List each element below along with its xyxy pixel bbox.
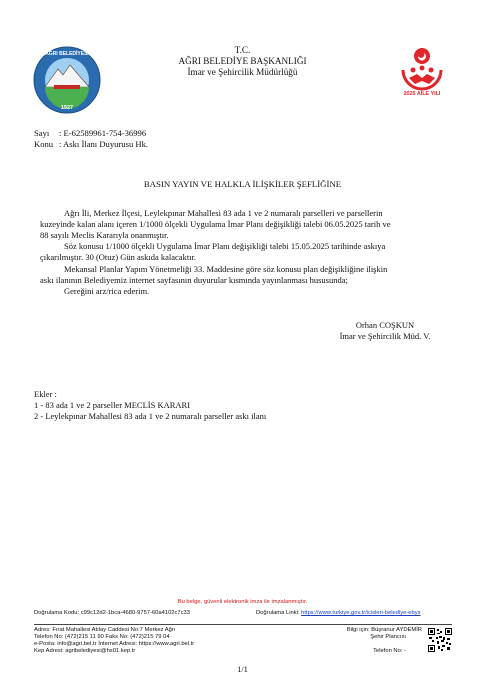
attachment-item: 2 - Leylekpınar Mahallesi 83 ada 1 ve 2 numaralı parseller askı ilanı	[34, 411, 267, 421]
body-p1-line1: Ağrı İli, Merkez İlçesi, Leylekpınar Mahallesi 83 ada 1 ve 2 numaralı parselleri ve parsellerin	[64, 208, 383, 218]
header-department: İmar ve Şehircilik Müdürlüğü	[187, 67, 298, 77]
attachments-label: Ekler :	[34, 389, 57, 399]
konu-row	[34, 139, 148, 150]
footer-email: e-Posta: info@agri.bel.tr İnternet Adresi: https://www.agri.bel.tr	[34, 641, 195, 647]
verification-code: Doğrulama Kodu: c99c12d2-1bca-4680-9757-60a4102c7c33	[34, 610, 190, 616]
body-p1-line2: kuzeyinde kalan alanı içeren 1/1000 ölçekli Uygulama İmar Planı değişikliği talebi 06.05.2025 tarih ve	[40, 219, 391, 229]
verification-link-label: Doğrulama Linki:	[256, 610, 300, 616]
konu-value: : Askı İlanı Duyurusu Hk.	[59, 139, 149, 149]
body-p1-line3: 88 sayılı Meclis Kararıyla onanmıştır.	[40, 230, 169, 240]
contact-phone: Telefon No: -	[373, 648, 406, 654]
body-p2-line1: Söz konusu 1/1000 ölçekli Uygulama İmar Planı değişikliği talebi 15.05.2025 tarihinde askıya	[64, 241, 386, 251]
svg-text:AĞRI BELEDİYESİ: AĞRI BELEDİYESİ	[45, 51, 89, 57]
verification-link-row	[256, 610, 452, 617]
sayi-label: Sayı	[34, 128, 50, 138]
footer-divider	[34, 624, 452, 625]
sayi-row	[34, 128, 146, 139]
page-number: 1/1	[237, 664, 248, 674]
contact-person: Bilgi için: Büşranur AYDEMİR	[346, 627, 422, 633]
signer-name: Orhan COŞKUN	[355, 320, 415, 330]
contact-title: Şehir Plancısı	[370, 634, 406, 640]
signer-title: İmar ve Şehircilik Müd. V.	[339, 331, 431, 341]
footer-kep: Kep Adresi: agribelediyesi@hs01.kep.tr	[34, 648, 136, 654]
body-p3-line1: Mekansal Planlar Yapım Yönetmeliği 33. Maddesine göre söz konusu plan değişikliğine ilişkin	[64, 264, 388, 274]
body-p2-line2: çıkarılmıştır. 30 (Otuz) Gün askıda kalacaktır.	[40, 252, 197, 262]
svg-text:1927: 1927	[60, 105, 74, 111]
verification-link[interactable]: https://www.turkiye.gov.tr/icisleri-belediye-ebys	[301, 610, 421, 616]
footer-phone: Telefon No: (472)215 11 90 Faks No: (472)215 79 04	[34, 634, 170, 640]
attachment-item: 1 - 83 ada 1 ve 2 parseller MECLİS KARARI	[34, 400, 191, 410]
svg-text:2025 AİLE YILI: 2025 AİLE YILI	[403, 91, 441, 97]
footer-address: Adres: Fırat Mahallesi Atılay Caddesi No:7 Merkez Ağrı	[34, 627, 176, 633]
sayi-value: : E-62589961-754-36996	[59, 128, 147, 138]
body-p3-line2: askı ilanının Belediyemiz internet sayfasının duyurular kısmında yayınlanması hususunda;	[40, 275, 348, 285]
konu-label: Konu	[34, 139, 54, 149]
header-tc: T.C.	[234, 45, 251, 55]
qr-code-icon	[428, 628, 452, 652]
body-p4: Gereğini arz/rica ederim.	[64, 286, 150, 296]
header-municipality: AĞRI BELEDİYE BAŞKANLIĞI	[178, 56, 307, 66]
e-signature-note: Bu belge, güvenli elektronik imza ile imzalanmıştır.	[177, 599, 308, 605]
addressee-title: BASIN YAYIN VE HALKLA İLİŞKİLER ŞEFLİĞİNE	[143, 179, 342, 189]
